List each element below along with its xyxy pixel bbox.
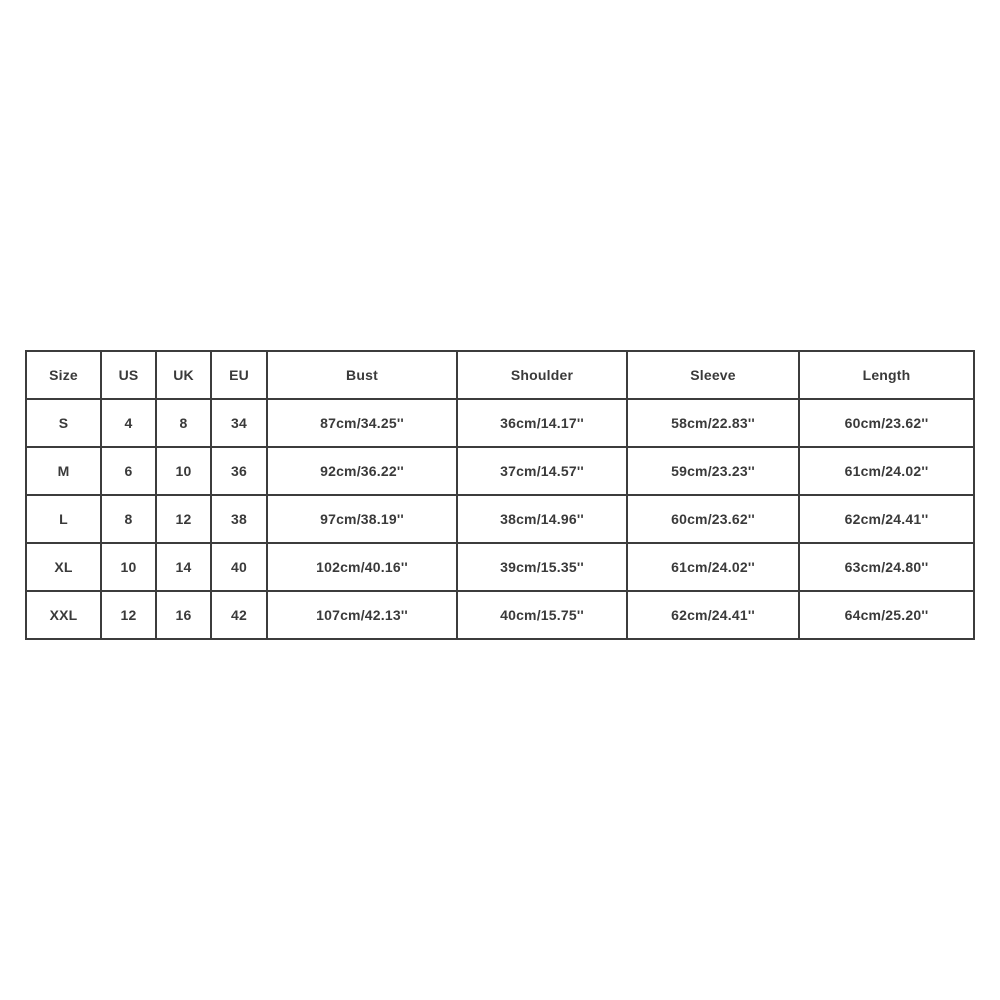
cell-m-length: 61cm/24.02'' bbox=[799, 447, 974, 495]
cell-s-bust: 87cm/34.25'' bbox=[267, 399, 457, 447]
table-row-m bbox=[26, 447, 974, 495]
cell-l-eu: 38 bbox=[211, 495, 267, 543]
cell-m-shoulder: 37cm/14.57'' bbox=[457, 447, 627, 495]
cell-xxl-uk: 16 bbox=[156, 591, 211, 639]
cell-m-size: M bbox=[26, 447, 101, 495]
cell-m-bust: 92cm/36.22'' bbox=[267, 447, 457, 495]
cell-m-sleeve: 59cm/23.23'' bbox=[627, 447, 799, 495]
cell-l-length: 62cm/24.41'' bbox=[799, 495, 974, 543]
cell-m-uk: 10 bbox=[156, 447, 211, 495]
size-chart bbox=[25, 350, 973, 640]
cell-l-us: 8 bbox=[101, 495, 156, 543]
column-header-size: Size bbox=[26, 351, 101, 399]
cell-xl-uk: 14 bbox=[156, 543, 211, 591]
cell-xl-bust: 102cm/40.16'' bbox=[267, 543, 457, 591]
column-header-us: US bbox=[101, 351, 156, 399]
cell-l-shoulder: 38cm/14.96'' bbox=[457, 495, 627, 543]
cell-l-uk: 12 bbox=[156, 495, 211, 543]
table-row-xxl bbox=[26, 591, 974, 639]
size-chart-body bbox=[26, 399, 974, 639]
size-chart-header bbox=[26, 351, 974, 399]
cell-l-sleeve: 60cm/23.62'' bbox=[627, 495, 799, 543]
cell-l-bust: 97cm/38.19'' bbox=[267, 495, 457, 543]
table-row-s bbox=[26, 399, 974, 447]
cell-s-shoulder: 36cm/14.17'' bbox=[457, 399, 627, 447]
cell-xxl-us: 12 bbox=[101, 591, 156, 639]
cell-s-eu: 34 bbox=[211, 399, 267, 447]
cell-s-us: 4 bbox=[101, 399, 156, 447]
cell-xl-eu: 40 bbox=[211, 543, 267, 591]
cell-xxl-length: 64cm/25.20'' bbox=[799, 591, 974, 639]
cell-l-size: L bbox=[26, 495, 101, 543]
cell-xxl-eu: 42 bbox=[211, 591, 267, 639]
cell-s-size: S bbox=[26, 399, 101, 447]
cell-xl-size: XL bbox=[26, 543, 101, 591]
table-row-l bbox=[26, 495, 974, 543]
cell-xxl-size: XXL bbox=[26, 591, 101, 639]
cell-s-length: 60cm/23.62'' bbox=[799, 399, 974, 447]
table-row-xl bbox=[26, 543, 974, 591]
cell-s-uk: 8 bbox=[156, 399, 211, 447]
column-header-sleeve: Sleeve bbox=[627, 351, 799, 399]
cell-xxl-bust: 107cm/42.13'' bbox=[267, 591, 457, 639]
header-row bbox=[26, 351, 974, 399]
column-header-uk: UK bbox=[156, 351, 211, 399]
column-header-length: Length bbox=[799, 351, 974, 399]
cell-xxl-sleeve: 62cm/24.41'' bbox=[627, 591, 799, 639]
cell-xl-sleeve: 61cm/24.02'' bbox=[627, 543, 799, 591]
cell-m-us: 6 bbox=[101, 447, 156, 495]
cell-m-eu: 36 bbox=[211, 447, 267, 495]
column-header-shoulder: Shoulder bbox=[457, 351, 627, 399]
column-header-eu: EU bbox=[211, 351, 267, 399]
cell-xxl-shoulder: 40cm/15.75'' bbox=[457, 591, 627, 639]
column-header-bust: Bust bbox=[267, 351, 457, 399]
cell-xl-us: 10 bbox=[101, 543, 156, 591]
cell-xl-length: 63cm/24.80'' bbox=[799, 543, 974, 591]
cell-s-sleeve: 58cm/22.83'' bbox=[627, 399, 799, 447]
cell-xl-shoulder: 39cm/15.35'' bbox=[457, 543, 627, 591]
size-chart-table bbox=[25, 350, 975, 640]
